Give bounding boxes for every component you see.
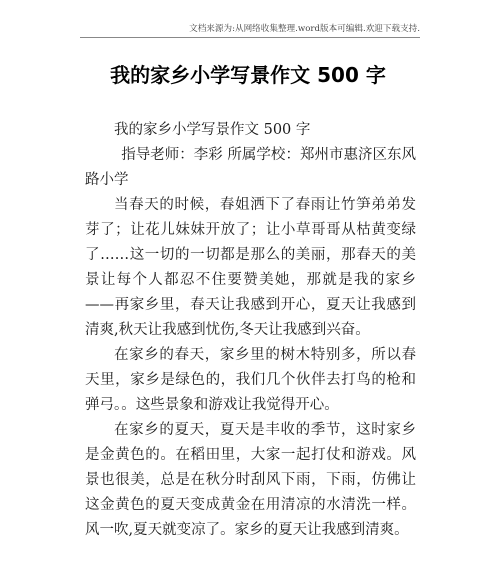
header-divider	[80, 37, 420, 38]
paragraph-author: 指导老师：李彩 所属学校：郑州市惠济区东风路小学	[85, 147, 416, 188]
paragraph-subtitle: 我的家乡小学写景作文 500 字	[114, 122, 311, 138]
header-note: 文档来源为:从网络收集整理.word版本可编辑.欢迎下载支持.	[189, 24, 420, 34]
paragraph-summer: 在家乡的夏天，夏天是丰收的季节，这时家乡是金黄色的。在稻田里，大家一起打仗和游戏。风景也很美，总是在秋分时刮风下雨，下雨，仿佛让这金黄色的夏天变成黄金在用清凉的水清洗一样。风一吹,夏天就变凉了。家乡的夏天让我感到清爽。	[85, 422, 416, 538]
document-body	[85, 118, 416, 543]
paragraph-spring-intro: 当春天的时候，春姐洒下了春雨让竹笋弟弟发芽了；让花儿妹妹开放了；让小草哥哥从枯黄变绿了……这一切的一切都是那么的美丽，那春天的美景让每个人都忍不住要赞美她，那就是我的家乡——再家乡里，春天让我感到开心，夏天让我感到清爽,秋天让我感到忧伤,冬天让我感到兴奋。	[85, 197, 416, 338]
document-title: 我的家乡小学写景作文 500 字	[110, 63, 386, 87]
paragraph-spring: 在家乡的春天，家乡里的树木特别多，所以春天里，家乡是绿色的，我们几个伙伴去打鸟的枪和弹弓。。这些景象和游戏让我觉得开心。	[85, 347, 416, 413]
